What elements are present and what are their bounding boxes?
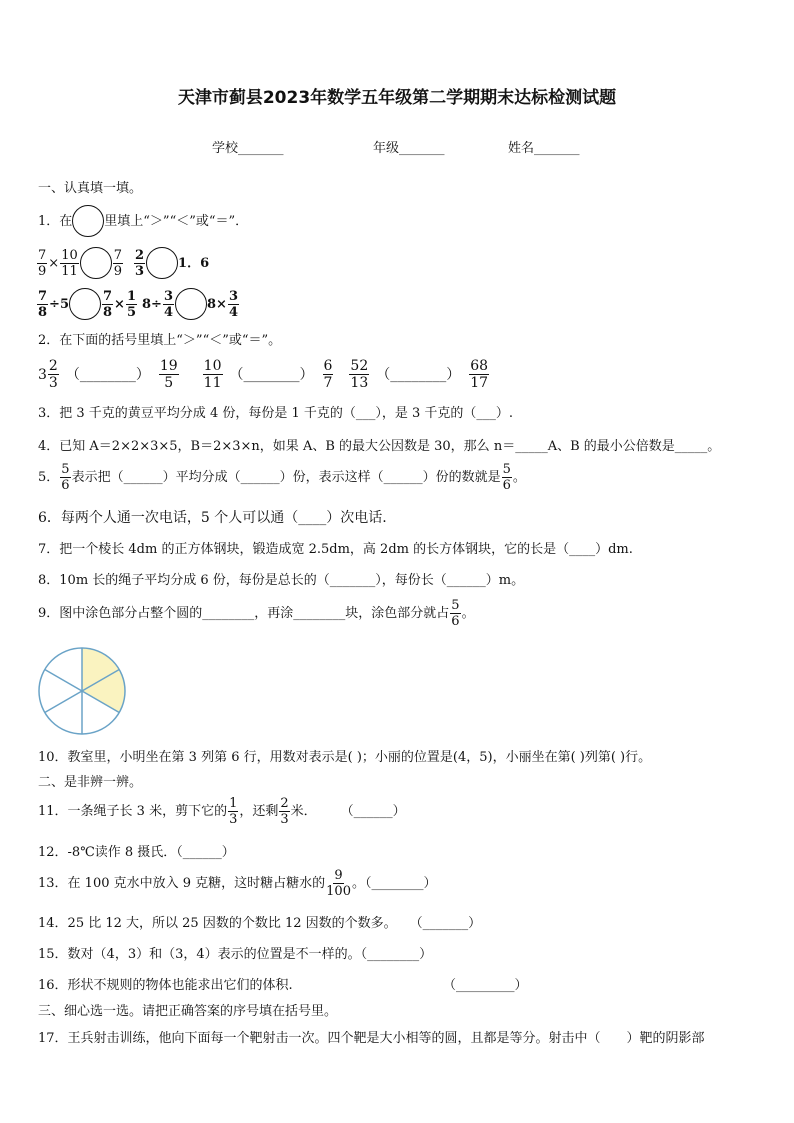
circle-figure	[36, 645, 128, 737]
operator: 8×	[207, 296, 227, 312]
fraction: $\frac{7}{8}$	[38, 288, 48, 320]
answer-blank[interactable]: （________）	[229, 366, 314, 383]
fraction: $\frac{19}{5}$	[159, 358, 178, 391]
fraction: $\frac{10}{11}$	[203, 358, 222, 391]
q11-text: ，还剩	[239, 804, 279, 819]
q5-end: 。	[512, 470, 526, 485]
operator: ×	[114, 296, 125, 312]
answer-circle[interactable]	[146, 247, 178, 279]
q13-text: 。（________）	[351, 876, 437, 891]
question-13	[38, 869, 437, 898]
question-1	[38, 205, 248, 237]
q1-row2-left	[36, 288, 138, 320]
fraction: $\frac{7}{9}$	[38, 247, 47, 279]
fraction: $\frac{7}{9}$	[113, 247, 123, 279]
fraction: $\frac{2}{3}$	[135, 247, 145, 279]
q1-row1-right	[133, 247, 209, 279]
fraction: $\frac{3}{4}$	[163, 288, 173, 320]
q1-pre: 1．在	[38, 213, 73, 229]
fraction: $\frac{10}{11}$	[61, 247, 78, 279]
question-15: 15．数对（4，3）和（3，4）表示的位置是不一样的。（________）	[38, 947, 433, 962]
grade-field[interactable]: 年级_______	[373, 141, 445, 156]
fraction: $\frac{5}{6}$	[502, 462, 511, 493]
fraction: $\frac{1}{5}$	[126, 288, 136, 320]
question-14: 14．25 比 12 大，所以 25 因数的个数比 12 因数的个数多。 （_______）	[38, 916, 482, 931]
q1-row1-left	[36, 247, 124, 279]
operator: 8÷	[142, 296, 162, 312]
fraction: $\frac{5}{6}$	[61, 462, 70, 493]
whole-number: 3	[38, 366, 47, 383]
fraction: $\frac{52}{13}$	[350, 358, 369, 391]
q9-text: 9．图中涂色部分占整个圆的________，再涂________块，涂色部分就占	[38, 606, 450, 621]
page-title: 天津市蓟县2023年数学五年级第二学期期末达标检测试题	[177, 88, 617, 108]
q11-text: 米．	[290, 804, 317, 819]
q1-post: 里填上“＞”“＜”或“＝”．	[104, 213, 249, 229]
q5-text: 表示把（______）平均分成（______）份，表示这样（______）份的数就是	[71, 470, 501, 485]
q1-row2-right	[142, 288, 240, 320]
question-6: 6．每两个人通一次电话，5 个人可以通（____）次电话.	[38, 510, 387, 526]
section-3-heading: 三、细心选一选。请把正确答案的序号填在括号里。	[38, 1004, 338, 1019]
fraction: $\frac{2}{3}$	[280, 796, 289, 827]
q9-end: 。	[461, 606, 475, 621]
question-12: 12．-8℃读作 8 摄氏．（______）	[38, 845, 235, 860]
section-1-heading: 一、认真填一填。	[38, 181, 143, 196]
school-field[interactable]: 学校_______	[212, 141, 284, 156]
answer-circle[interactable]	[72, 205, 104, 237]
question-16: 16．形状不规则的物体也能求出它们的体积.	[38, 978, 293, 993]
fraction: $\frac{1}{3}$	[229, 796, 238, 827]
question-4: 4．已知 A＝2×2×3×5，B＝2×3×n，如果 A、B 的最大公因数是 30，那么 n＝_____A、B 的最小公倍数是_____。	[38, 439, 721, 454]
question-11	[38, 797, 406, 826]
answer-blank[interactable]: （________）	[376, 366, 461, 383]
question-17: 17．王兵射击训练，他向下面每一个靶射击一次。四个靶是大小相等的圆，且都是等分。射击中（ ）靶的阴影部	[38, 1031, 705, 1046]
question-3: 3．把 3 千克的黄豆平均分成 4 份，每份是 1 千克的（___），是 3 千克的（___）.	[38, 406, 514, 421]
answer-blank[interactable]: （_________）	[443, 978, 528, 993]
fraction: $\frac{2}{3}$	[48, 358, 58, 391]
fraction: $\frac{3}{4}$	[228, 288, 238, 320]
answer-circle[interactable]	[80, 247, 112, 279]
section-2-heading: 二、是非辨一辨。	[38, 775, 143, 790]
answer-circle[interactable]	[175, 288, 207, 320]
name-field[interactable]: 姓名_______	[508, 141, 580, 156]
question-9	[38, 599, 475, 628]
q5-number: 5．	[38, 470, 60, 485]
question-8: 8．10m 长的绳子平均分成 6 份，每份是总长的（_______），每份长（______）m。	[38, 573, 525, 588]
question-10: 10．教室里，小明坐在第 3 列第 6 行，用数对表示是( )；小丽的位置是(4，5)，小丽坐在第( )列第( )行。	[38, 750, 652, 765]
fraction: $\frac{5}{6}$	[451, 598, 460, 629]
value: 1．6	[178, 255, 210, 271]
question-7: 7．把一个棱长 4dm 的正方体钢块，锻造成宽 2.5dm，高 2dm 的长方体钢块，它的长是（____）dm.	[38, 542, 633, 557]
q11-text: 11．一条绳子长 3 米，剪下它的	[38, 804, 228, 819]
question-2: 2．在下面的括号里填上“＞”“＜”或“＝”。	[38, 333, 282, 348]
fraction: $\frac{6}{7}$	[323, 358, 333, 391]
operator: ÷5	[49, 296, 69, 312]
question-5	[38, 463, 526, 492]
answer-circle[interactable]	[69, 288, 101, 320]
q13-text: 13．在 100 克水中放入 9 克糖，这时糖占糖水的	[38, 876, 326, 891]
fraction: $\frac{9}{100}$	[326, 868, 351, 899]
operator: ×	[48, 255, 60, 271]
answer-blank[interactable]: （______）	[340, 804, 406, 819]
fraction: $\frac{7}{8}$	[103, 288, 113, 320]
fraction: $\frac{68}{17}$	[470, 358, 489, 391]
q2-row	[38, 359, 490, 390]
answer-blank[interactable]: （________）	[65, 366, 150, 383]
